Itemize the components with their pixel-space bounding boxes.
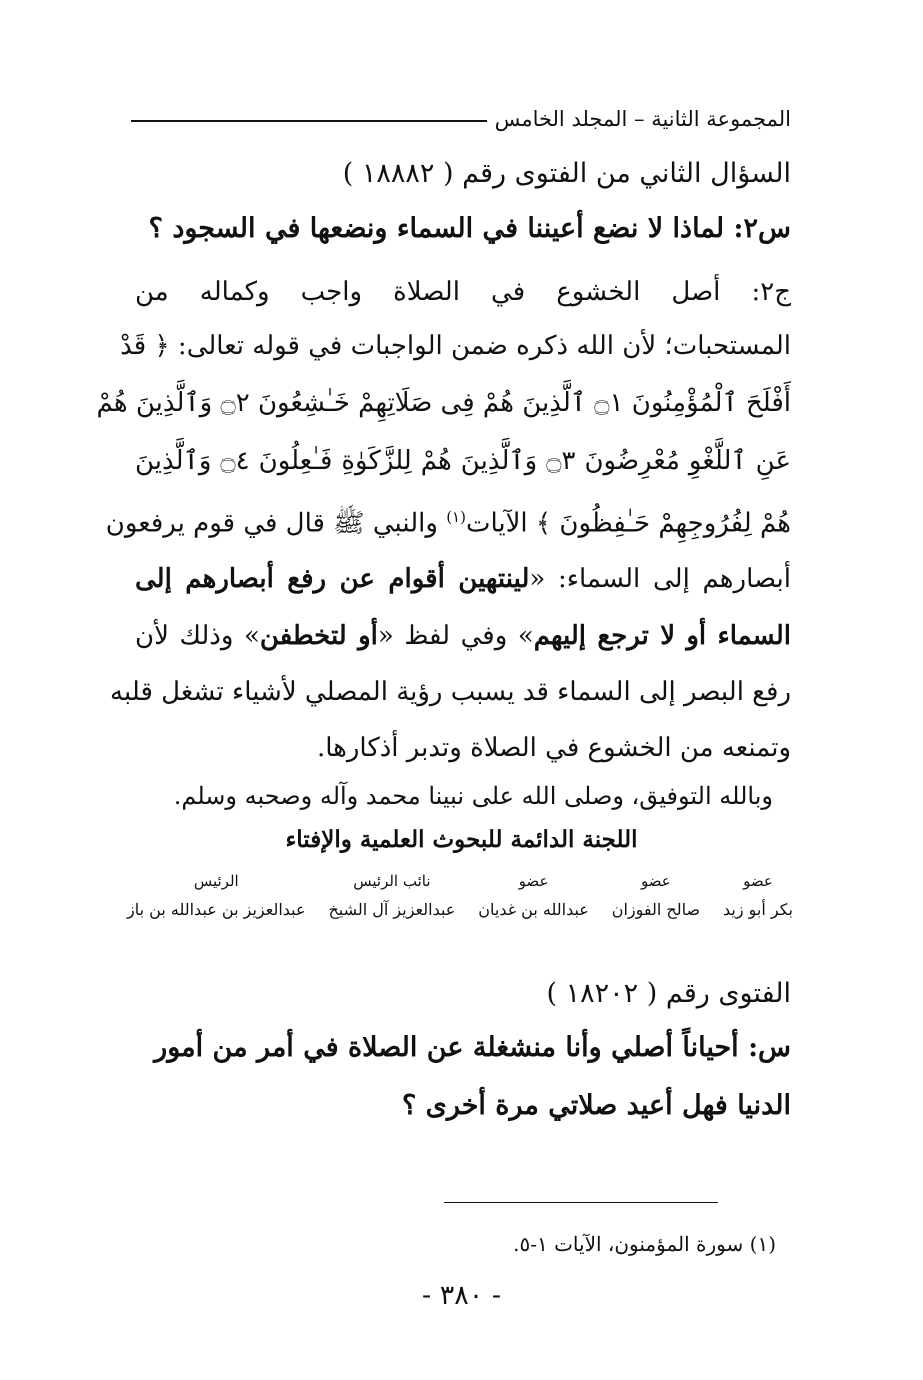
- answer-line: وتمنعه من الخشوع في الصلاة وتدبر أذكارها.: [316, 733, 791, 763]
- answer-line: رفع البصر إلى السماء قد يسبب رؤية المصلي لأشياء تشغل قلبه: [110, 677, 791, 707]
- closing-prayer: وبالله التوفيق، وصلى الله على نبينا محمد وآله وصحبه وسلم.: [173, 782, 773, 810]
- page-number: - ٣٨٠ -: [422, 1280, 501, 1311]
- member-name: عبدالله بن غديان: [478, 900, 589, 919]
- fatwa-2-question: س: أحياناً أصلي وأنا منشغلة عن الصلاة في أمر من أمور: [154, 1032, 791, 1063]
- answer-line: أبصارهم إلى السماء: «لينتهين أقوام عن رفع أبصارهم إلى: [135, 564, 791, 594]
- member-role: نائب الرئيس: [353, 872, 431, 890]
- signature-block: [478, 870, 589, 930]
- running-title: المجموعة الثانية – المجلد الخامس: [494, 107, 791, 131]
- member-name: عبدالعزيز بن عبدالله بن باز: [127, 900, 306, 919]
- fatwa-2-title: الفتوى رقم ( ١٨٢٠٢ ): [546, 978, 791, 1009]
- member-name: بكر أبو زيد: [722, 900, 793, 919]
- footnote: (١) سورة المؤمنون، الآيات ١-٥.: [513, 1232, 776, 1256]
- hadith-text: أو لتخطفن: [259, 621, 378, 651]
- quran-verse-line: أَفْلَحَ ٱلْمُؤْمِنُونَ ۝١ ٱلَّذِينَ هُمْ فِى صَلَاتِهِمْ خَـٰشِعُونَ ۝٢ وَٱلَّذِينَ هُمْ: [96, 388, 791, 418]
- footnote-marker: (١): [446, 508, 466, 526]
- committee-name: اللجنة الدائمة للبحوث العلمية والإفتاء: [285, 826, 638, 853]
- signature-block: [723, 870, 793, 930]
- running-header: [131, 104, 791, 134]
- hadith-text: السماء أو لا ترجع إليهم: [533, 621, 792, 651]
- signatures: [127, 870, 793, 930]
- member-role: عضو: [641, 872, 671, 890]
- answer-line: المستحبات؛ لأن الله ذكره ضمن الواجبات في قوله تعالى: ﴿ قَدْ: [120, 331, 791, 361]
- signature-block: [328, 870, 455, 930]
- fatwa-2-question: الدنيا فهل أعيد صلاتي مرة أخرى ؟: [401, 1090, 791, 1121]
- fatwa-1-question: س٢: لماذا لا نضع أعيننا في السماء ونضعها في السجود ؟: [148, 213, 791, 244]
- answer-line: ج٢: أصل الخشوع في الصلاة واجب وكماله من: [135, 277, 791, 307]
- member-role: الرئيس: [193, 872, 239, 890]
- member-role: عضو: [518, 872, 549, 890]
- fatwa-1-title: السؤال الثاني من الفتوى رقم ( ١٨٨٨٢ ): [342, 158, 791, 189]
- member-name: صالح الفوزان: [611, 900, 701, 919]
- answer-line: هُمْ لِفُرُوجِهِمْ حَـٰفِظُونَ ﴾ الآيات$^{(١)}$ والنبي ﷺ قال في قوم يرفعون: [105, 508, 791, 539]
- quran-verse-line: عَنِ ٱللَّغْوِ مُعْرِضُونَ ۝٣ وَٱلَّذِينَ هُمْ لِلزَّكَوٰةِ فَـٰعِلُونَ ۝٤ وَٱلَّذِينَ: [135, 446, 791, 476]
- header-rule: [131, 120, 487, 122]
- footnote-rule: [444, 1202, 718, 1203]
- member-name: عبدالعزيز آل الشيخ: [328, 900, 456, 919]
- signature-block: [612, 870, 700, 930]
- member-role: عضو: [743, 872, 773, 890]
- answer-line: السماء أو لا ترجع إليهم» وفي لفظ «أو لتخطفن» وذلك لأن: [135, 621, 792, 651]
- hadith-text: لينتهين أقوام عن رفع أبصارهم إلى: [135, 564, 530, 594]
- signature-block: [127, 870, 306, 930]
